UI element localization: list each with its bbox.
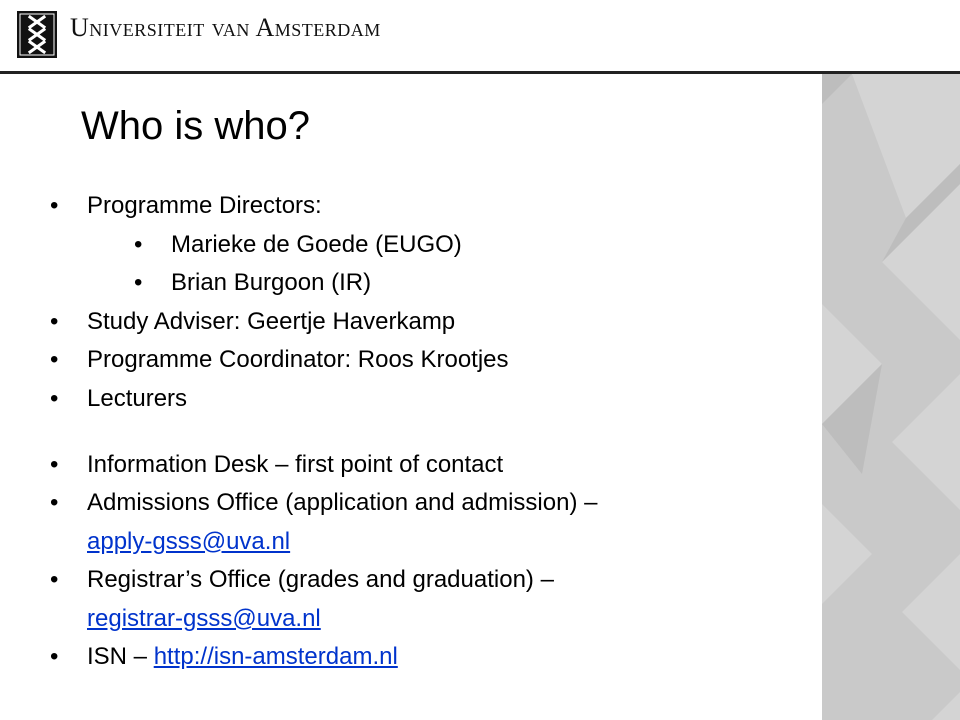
slide-title: Who is who? — [81, 104, 310, 148]
list-item: • Admissions Office (application and admission) – apply-gsss@uva.nl — [50, 489, 598, 555]
list-item: • Information Desk – first point of contact — [50, 450, 504, 478]
university-name: Universiteit van Amsterdam — [70, 13, 381, 42]
bullet-list — [50, 192, 810, 682]
list-item: • Registrar’s Office (grades and graduation) – registrar-gsss@uva.nl — [50, 566, 554, 632]
bullet-icon: • — [50, 346, 59, 373]
registrar-email-link[interactable]: registrar-gsss@uva.nl — [87, 604, 321, 632]
bullet-icon: • — [50, 643, 59, 670]
list-item: • Study Adviser: Geertje Haverkamp — [50, 307, 456, 335]
isn-website-link[interactable]: http://isn-amsterdam.nl — [153, 643, 398, 670]
list-item: • Programme Coordinator: Roos Krootjes — [50, 346, 509, 373]
bullet-icon: • — [50, 489, 59, 516]
bullet-icon: • — [50, 192, 59, 219]
bullet-icon: • — [50, 566, 59, 593]
list-item: • Programme Directors: — [50, 192, 322, 219]
list-item: • Lecturers — [50, 384, 188, 412]
list-item: • ISN – http://isn-amsterdam.nl — [50, 643, 398, 670]
list-item: • Brian Burgoon (IR) — [134, 269, 372, 296]
bullet-icon: • — [50, 307, 59, 335]
uva-crosses-logo-icon — [17, 11, 57, 58]
bullet-icon: • — [134, 230, 143, 258]
decorative-side-panel — [822, 74, 960, 720]
bullet-icon: • — [50, 384, 59, 412]
list-item: • Marieke de Goede (EUGO) — [134, 230, 462, 258]
admissions-email-link[interactable]: apply-gsss@uva.nl — [87, 527, 291, 555]
header — [0, 0, 960, 74]
header-divider — [0, 71, 960, 74]
bullet-icon: • — [134, 269, 143, 296]
bullet-icon: • — [50, 450, 59, 478]
